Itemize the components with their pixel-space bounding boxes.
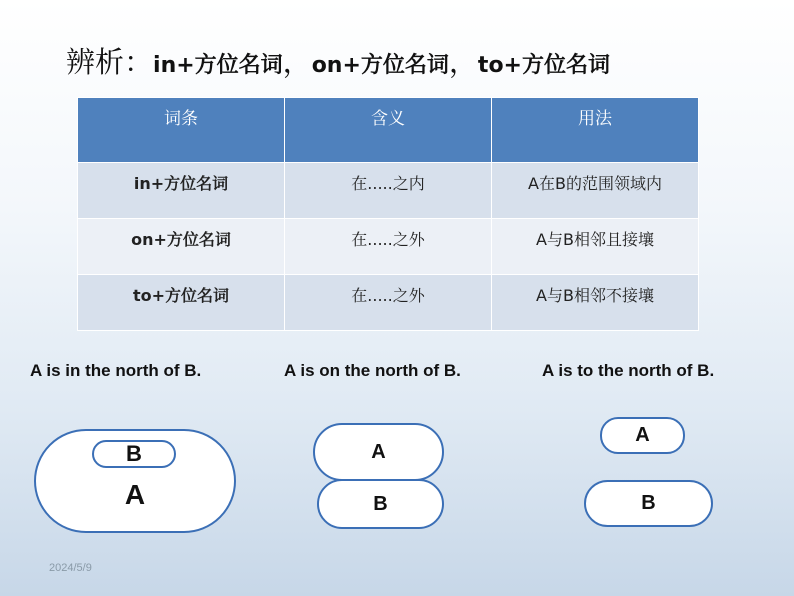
cell-term: in+方位名词 (78, 163, 285, 219)
table-row (78, 219, 699, 275)
header-meaning: 含义 (285, 98, 492, 163)
title-term-to: to+方位名词 (477, 53, 610, 78)
diagram-in-inner-label: B (126, 441, 142, 466)
title-separator: ， (448, 45, 478, 79)
diagram-on-top-region (313, 423, 444, 481)
cell-term: to+方位名词 (78, 275, 285, 331)
title-separator: ， (282, 45, 312, 79)
caption-in: A is in the north of B. (30, 361, 202, 380)
caption-to: A is to the north of B. (542, 361, 715, 380)
header-usage: 用法 (492, 98, 699, 163)
header-term: 词条 (78, 98, 285, 163)
title-term-in: in+方位名词 (153, 53, 283, 78)
title-prefix: 辨析 (66, 45, 125, 79)
table-row (78, 275, 699, 331)
cell-usage: A与B相邻且接壤 (492, 219, 699, 275)
table-row (78, 163, 699, 219)
diagram-in-outer-label: A (124, 479, 146, 510)
title-term-on: on+方位名词 (311, 53, 449, 78)
diagram-to-bottom-region (584, 480, 713, 527)
cell-usage: A在B的范围领域内 (492, 163, 699, 219)
diagram-in-inner-region (92, 440, 176, 468)
table-header-row (78, 98, 699, 163)
diagram-on-bottom-label: B (373, 492, 388, 515)
diagram-to-top-region (600, 417, 685, 454)
diagram-to-bottom-label: B (641, 492, 656, 514)
diagram-on-bottom-region (317, 479, 444, 529)
title-colon: ： (124, 45, 154, 79)
slide-title (66, 40, 610, 81)
cell-meaning: 在.....之外 (285, 219, 492, 275)
diagram-to-top-label: A (635, 424, 650, 446)
cell-meaning: 在.....之内 (285, 163, 492, 219)
slide-date: 2024/5/9 (49, 562, 92, 574)
caption-on: A is on the north of B. (284, 361, 461, 380)
cell-meaning: 在.....之外 (285, 275, 492, 331)
cell-term: on+方位名词 (78, 219, 285, 275)
diagram-on-top-label: A (371, 440, 386, 463)
comparison-table (77, 97, 699, 331)
cell-usage: A与B相邻不接壤 (492, 275, 699, 331)
